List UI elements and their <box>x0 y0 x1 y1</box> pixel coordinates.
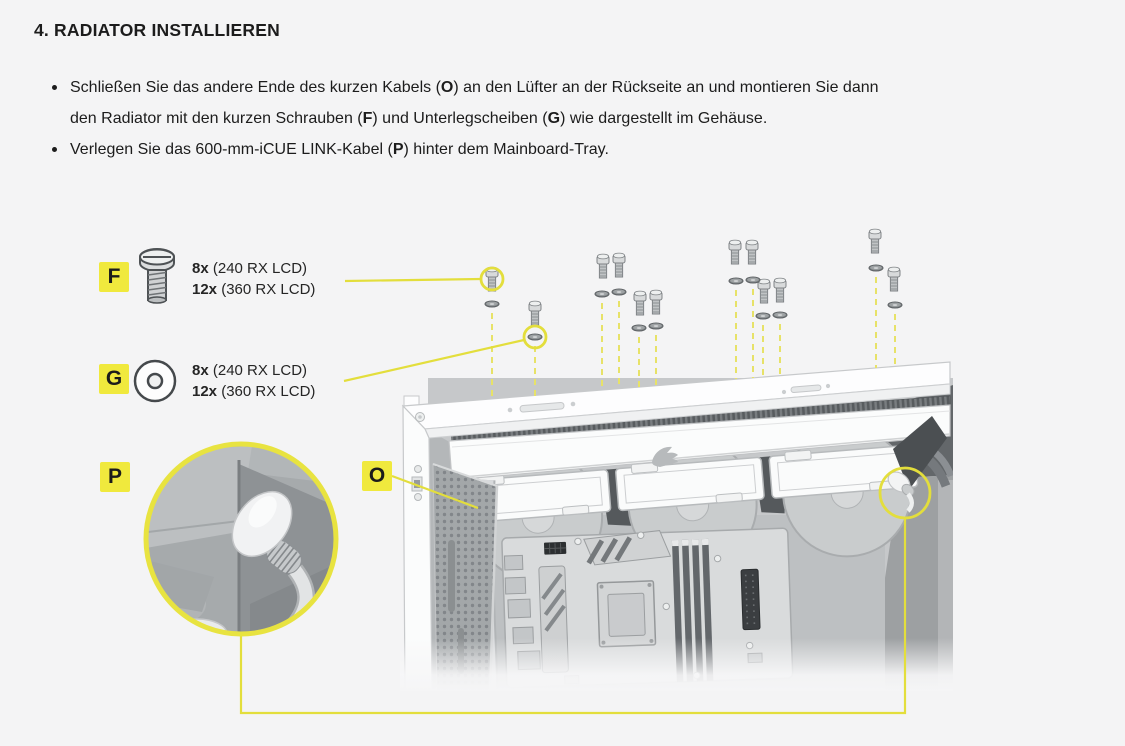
page-title: 4. RADIATOR INSTALLIEREN <box>34 20 280 40</box>
qty-count: 8x <box>192 362 209 379</box>
case-illustration <box>400 362 953 691</box>
callout-ref-p: P <box>392 141 404 158</box>
washers <box>485 265 902 340</box>
qty-count: 8x <box>192 260 209 277</box>
washer-quantities <box>192 361 315 402</box>
text-segment: ) an den Lüfter an der Rückseite an und montieren Sie dann <box>453 79 879 96</box>
callout-tag-p: P <box>100 462 130 492</box>
washer-icon <box>132 358 178 404</box>
callout-ref-f: F <box>362 110 373 127</box>
cable-routing-detail <box>134 444 340 649</box>
qty-line <box>192 259 315 280</box>
qty-line <box>192 280 315 301</box>
text-segment: ) wie dargestellt im Gehäuse. <box>560 110 768 127</box>
callout-tag-f: F <box>99 262 129 292</box>
text-segment: ) hinter dem Mainboard-Tray. <box>403 141 609 158</box>
screws <box>486 229 900 325</box>
callout-ref-g: G <box>547 110 561 127</box>
text-segment: den Radiator mit den kurzen Schrauben ( <box>70 110 363 127</box>
qty-spec: (240 RX LCD) <box>208 260 308 277</box>
text-segment: Verlegen Sie das 600-mm-iCUE LINK-Kabel ( <box>70 141 393 158</box>
qty-spec: (240 RX LCD) <box>208 362 308 379</box>
callout-ref-o: O <box>440 79 454 96</box>
qty-count: 12x <box>192 382 218 400</box>
screw-quantities <box>192 259 315 300</box>
pan-head-screw-icon <box>138 247 176 305</box>
text-segment: Schließen Sie das andere Ende des kurzen Kabels ( <box>70 79 441 96</box>
callout-tag-g: G <box>99 364 129 394</box>
qty-spec: (360 RX LCD) <box>217 382 316 400</box>
qty-count: 12x <box>192 280 218 298</box>
callout-tag-o: O <box>362 461 392 491</box>
qty-line <box>192 361 315 382</box>
text-segment: ) und Unterlegscheiben ( <box>372 110 548 127</box>
callout-line-g <box>344 340 524 381</box>
callout-line-f <box>345 279 481 281</box>
qty-line <box>192 382 315 403</box>
qty-spec: (360 RX LCD) <box>217 280 316 298</box>
